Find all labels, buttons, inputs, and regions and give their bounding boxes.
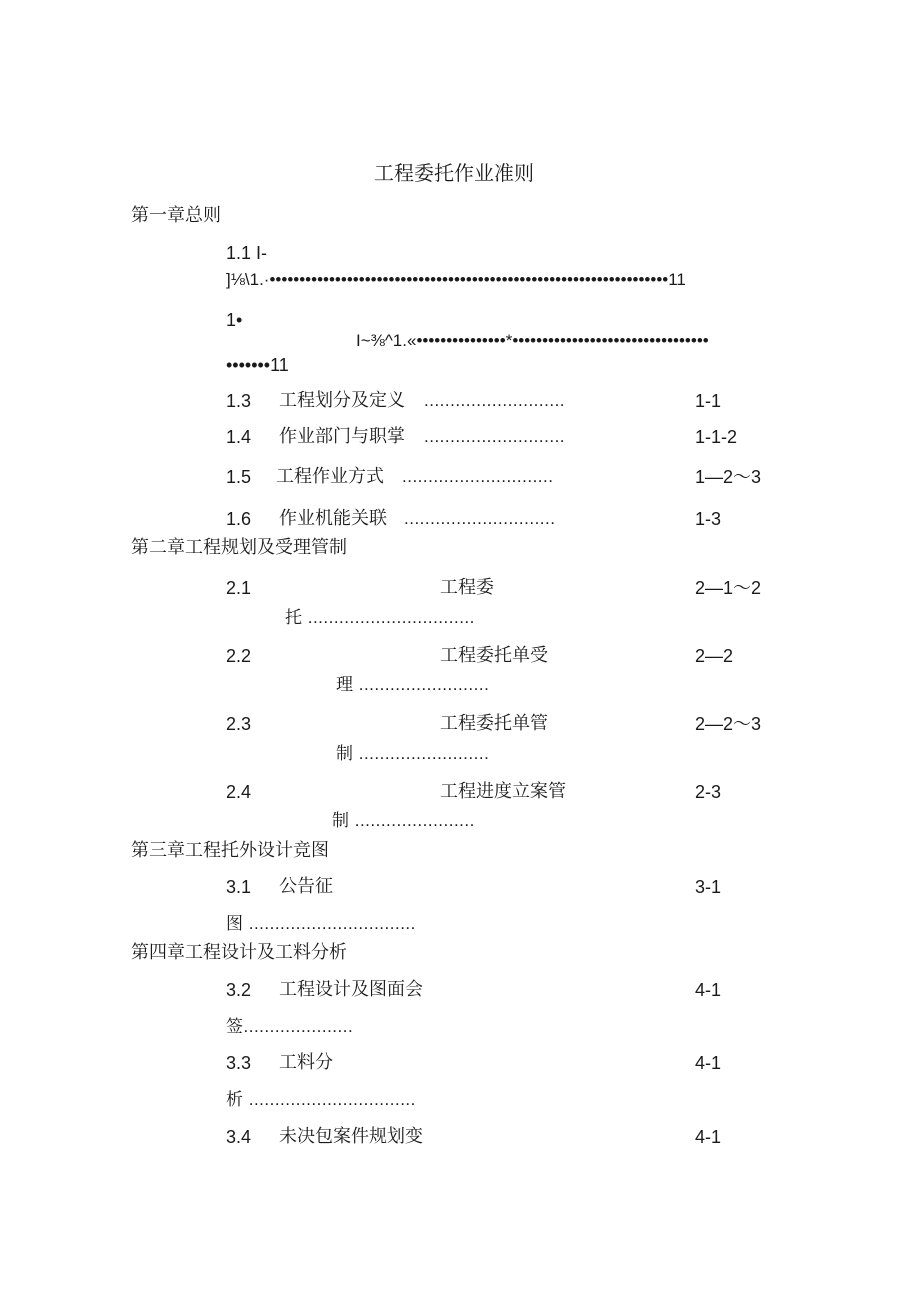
toc-2-3-continuation: 制 ......................... (336, 744, 490, 763)
toc-1-5-leader: ............................. (402, 467, 554, 486)
toc-2-1-title: 工程委 (440, 577, 494, 598)
toc-2-4-title: 工程进度立案管 (440, 781, 566, 802)
toc-3-2-page: 4-1 (695, 980, 722, 1000)
toc-1-4-title: 作业部门与职掌 (279, 426, 405, 447)
chapter-3-heading: 第三章工程托外设计竞图 (131, 840, 329, 861)
toc-1-4-leader: ........................... (424, 427, 566, 446)
toc-3-4-page: 4-1 (695, 1127, 722, 1147)
toc-1-5-title: 工程作业方式 (276, 466, 384, 487)
chapter-2-heading: 第二章工程规划及受理管制 (131, 537, 347, 558)
toc-2-1-number: 2.1 (226, 578, 252, 598)
toc-1-6-leader: ............................. (404, 509, 556, 528)
toc-1-3-number: 1.3 (226, 391, 252, 411)
toc-1-2-line-2: I~⅜^1.«•••••••••••••••*••••••••••••••••••••••••••••••••• (356, 331, 709, 350)
toc-1-6-title: 作业机能关联 (279, 508, 387, 529)
toc-1-1-line-1: 1.1 I- (226, 243, 268, 263)
toc-2-2-continuation: 理 ......................... (336, 675, 490, 694)
toc-1-3-page: 1-1 (695, 391, 722, 411)
chapter-4-heading: 第四章工程设计及工料分析 (131, 942, 347, 963)
toc-3-3-continuation: 析 ................................ (226, 1090, 416, 1109)
toc-2-2-title: 工程委托单受 (440, 645, 548, 666)
toc-2-4-continuation: 制 ....................... (332, 811, 475, 830)
toc-3-3-title: 工料分 (279, 1052, 333, 1073)
toc-3-1-number: 3.1 (226, 877, 252, 897)
toc-3-3-page: 4-1 (695, 1053, 722, 1073)
toc-2-4-number: 2.4 (226, 782, 252, 802)
toc-2-2-number: 2.2 (226, 646, 252, 666)
toc-3-2-continuation: 签..................... (226, 1017, 354, 1036)
toc-1-4-number: 1.4 (226, 427, 252, 447)
toc-1-3-title: 工程划分及定义 (279, 390, 405, 411)
toc-3-1-page: 3-1 (695, 877, 722, 897)
toc-2-4-page: 2-3 (695, 782, 722, 802)
toc-1-6-number: 1.6 (226, 509, 252, 529)
toc-1-5-page: 1—2～3 (695, 467, 762, 487)
chapter-1-heading: 第一章总则 (131, 205, 221, 226)
document-title: 工程委托作业准则 (374, 161, 534, 185)
toc-1-3-leader: ........................... (424, 391, 566, 410)
toc-1-2-line-1: 1• (226, 310, 243, 330)
toc-2-1-continuation: 托 ................................ (285, 608, 475, 627)
toc-1-2-line-3: •••••••11 (226, 355, 289, 375)
toc-1-5-number: 1.5 (226, 467, 252, 487)
toc-3-1-continuation: 图 ................................ (226, 914, 416, 933)
toc-2-3-title: 工程委托单管 (440, 713, 548, 734)
toc-2-3-page: 2—2～3 (695, 714, 762, 734)
toc-2-2-page: 2—2 (695, 646, 734, 666)
toc-3-1-title: 公告征 (279, 876, 333, 897)
toc-3-4-title: 未决包案件规划变 (279, 1126, 423, 1147)
toc-1-6-page: 1-3 (695, 509, 722, 529)
toc-1-1-line-2: ]⅛\1.·•••••••••••••••••••••••••••••••••••••••••••••••••••••••••••••••••••11 (226, 270, 686, 289)
toc-2-1-page: 2—1～2 (695, 578, 762, 598)
toc-2-3-number: 2.3 (226, 714, 252, 734)
toc-3-2-title: 工程设计及图面会 (279, 979, 423, 1000)
toc-3-3-number: 3.3 (226, 1053, 252, 1073)
toc-3-2-number: 3.2 (226, 980, 252, 1000)
toc-3-4-number: 3.4 (226, 1127, 252, 1147)
toc-1-4-page: 1-1-2 (695, 427, 738, 447)
